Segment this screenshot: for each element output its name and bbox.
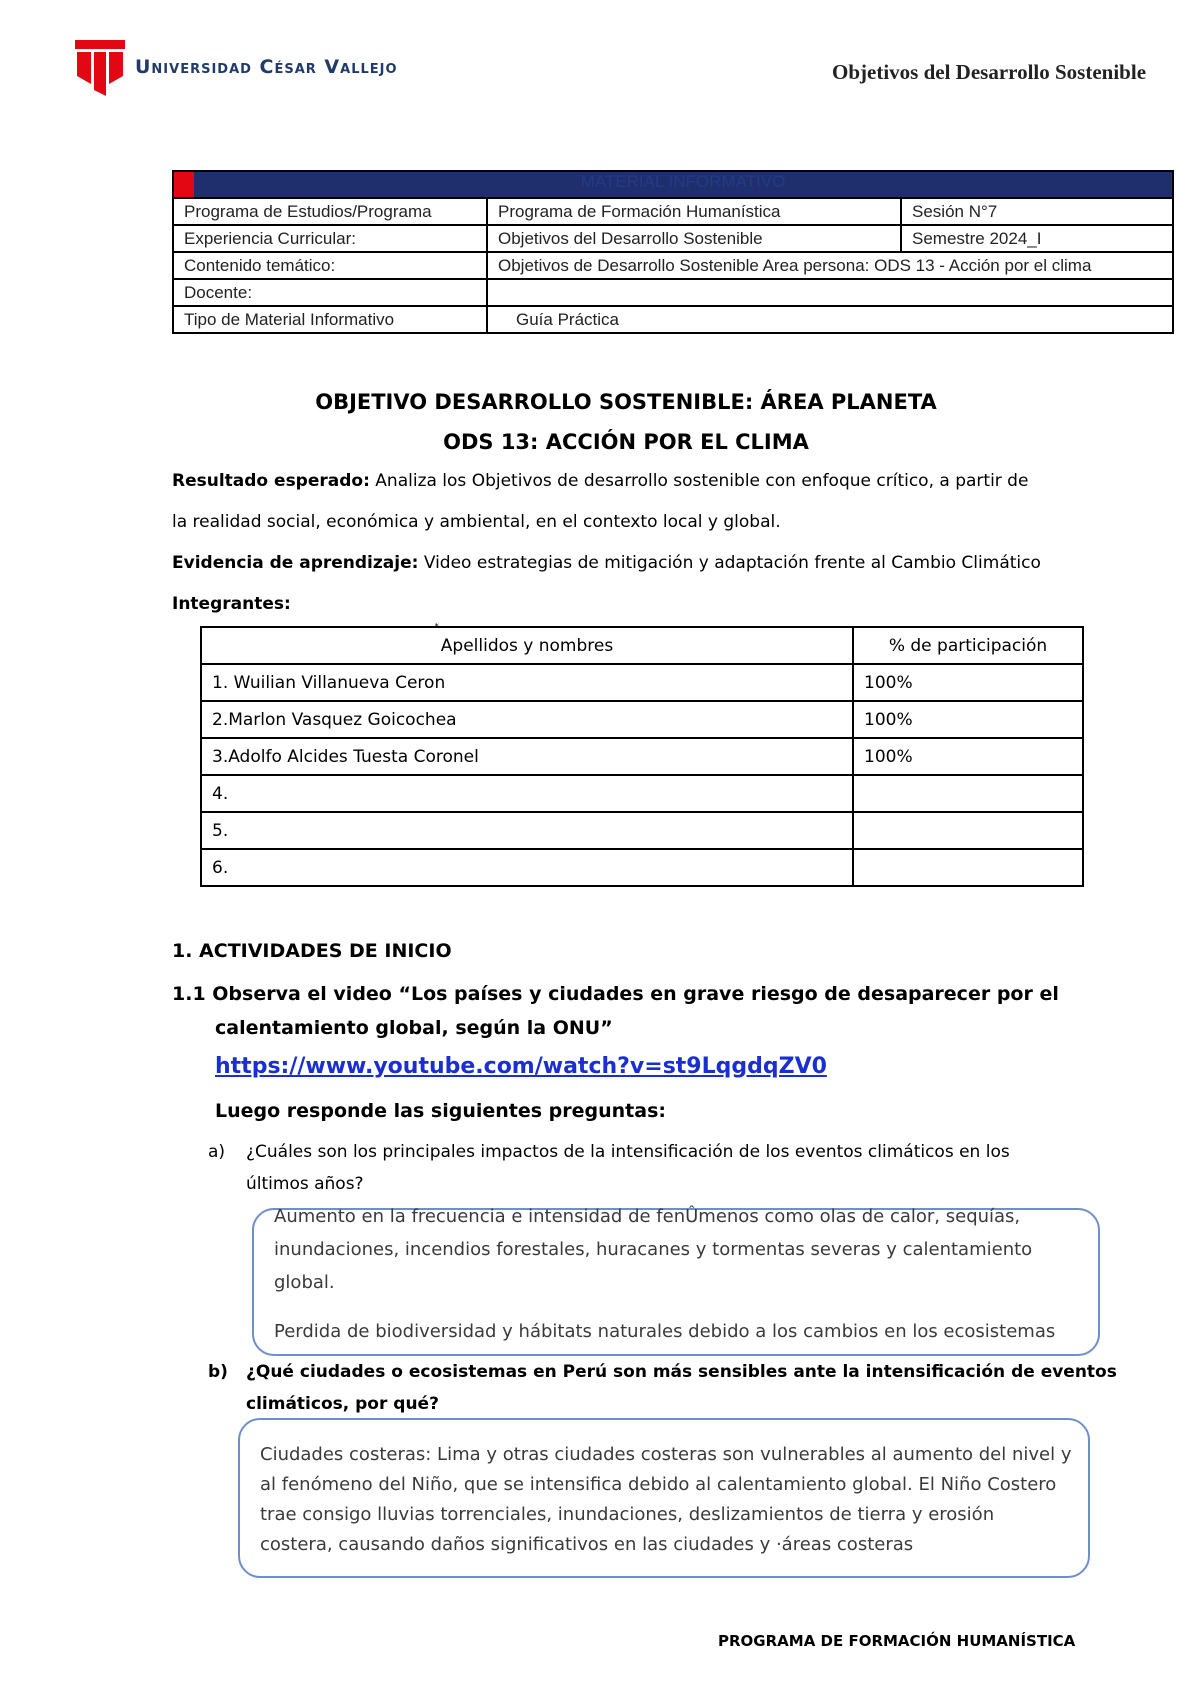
info-value: Objetivos de Desarrollo Sostenible Area persona: ODS 13 - Acción por el clima [487,252,1173,279]
table-row [201,664,1083,701]
info-value: Objetivos del Desarrollo Sostenible [487,225,901,252]
info-value [487,279,1173,306]
resultado-line2: la realidad social, económica y ambiental, en el contexto local y global. [172,512,781,532]
question-a-line1: ¿Cuáles son los principales impactos de la intensificación de los eventos climáticos en los [246,1142,1010,1162]
table-row [201,775,1083,812]
university-name: Universidad César Vallejo [135,56,398,78]
red-marker [174,172,194,197]
members-header-names: * Apellidos y nombres [201,627,853,664]
member-name: 4. [201,775,853,812]
evidencia-label: Evidencia de aprendizaje: [172,553,419,573]
member-name: 3.Adolfo Alcides Tuesta Coronel [201,738,853,775]
corner-mark: * [434,621,439,631]
resultado-text: Analiza los Objetivos de desarrollo sostenible con enfoque crítico, a partir de [375,471,1029,491]
material-info-table [172,170,1174,334]
answer-b-line: al fenómeno del Niño, que se intensifica debido al calentamiento global. El Niño Costero [260,1474,1057,1495]
question-a-marker: a) [208,1142,226,1162]
answer-a-line: global. [274,1272,335,1293]
info-label: Docente: [173,279,487,306]
evidencia-text: Video estrategias de mitigación y adaptación frente al Cambio Climático [423,553,1041,573]
table-row [201,738,1083,775]
header-document-title: Objetivos del Desarrollo Sostenible [832,60,1147,84]
answer-a-line: Perdida de biodiversidad y hábitats naturales debido a los cambios en los ecosistemas [274,1321,1056,1342]
info-session: Sesión N°7 [901,198,1173,225]
university-logo [75,40,125,96]
members-header-participation: % de participación [853,627,1083,664]
answer-b-line: costera, causando daños significativos en las ciudades y ·áreas costeras [260,1534,914,1555]
member-participation [853,812,1083,849]
question-b-marker: b) [208,1362,228,1382]
answer-a-line: inundaciones, incendios forestales, huracanes y tormentas severas y calentamiento [274,1239,1033,1260]
info-label: Contenido temático: [173,252,487,279]
question-a-line2: últimos años? [246,1174,364,1194]
answer-a-line: Aumento en la frecuencia e intensidad de fenÛmenos como olas de calor, sequías, [274,1206,1021,1227]
integrantes-label: Integrantes: [172,594,291,614]
answer-b-line: Ciudades costeras: Lima y otras ciudades costeras son vulnerables al aumento del nivel y [260,1444,1072,1465]
info-label: Experiencia Curricular: [173,225,487,252]
info-value: Guía Práctica [487,306,1173,333]
table-row [201,812,1083,849]
questions-instruction: Luego responde las siguientes preguntas: [215,1100,666,1122]
subtitle: ODS 13: ACCIÓN POR EL CLIMA [443,430,809,454]
answer-b-line: trae consigo lluvias torrenciales, inundaciones, deslizamientos de tierra y erosión [260,1504,995,1525]
evidencia-line [172,553,1041,573]
member-participation: 100% [853,738,1083,775]
resultado-line1 [172,471,1028,491]
member-participation [853,849,1083,886]
member-name: 2.Marlon Vasquez Goicochea [201,701,853,738]
member-participation [853,775,1083,812]
section-title: 1. ACTIVIDADES DE INICIO [172,940,452,962]
info-semester: Semestre 2024_I [901,225,1173,252]
question-b-line2: climáticos, por qué? [246,1394,439,1414]
resultado-label: Resultado esperado: [172,471,370,491]
member-name: 5. [201,812,853,849]
answer-box-a [252,1208,1100,1356]
member-participation: 100% [853,664,1083,701]
member-name: 6. [201,849,853,886]
info-value: Programa de Formación Humanística [487,198,901,225]
question-b-line1: ¿Qué ciudades o ecosistemas en Perú son más sensibles ante la intensificación de eventos [246,1362,1117,1382]
members-table [200,621,1084,887]
table-row [201,701,1083,738]
member-name: 1. Wuilian Villanueva Ceron [201,664,853,701]
member-participation: 100% [853,701,1083,738]
answer-box-b [238,1418,1090,1578]
main-title: OBJETIVO DESARROLLO SOSTENIBLE: ÁREA PLANETA [315,390,937,414]
material-info-heading: MATERIAL INFORMATIVO [173,171,1173,198]
video-instruction-line2: calentamiento global, según la ONU” [215,1017,613,1039]
info-label: Programa de Estudios/Programa [173,198,487,225]
page-footer: PROGRAMA DE FORMACIÓN HUMANÍSTICA [718,1632,1076,1650]
video-link[interactable]: https://www.youtube.com/watch?v=st9LqgdqZV0 [215,1054,827,1079]
info-label: Tipo de Material Informativo [173,306,487,333]
video-instruction-line1: 1.1 Observa el video “Los países y ciudades en grave riesgo de desaparecer por el [172,983,1059,1005]
table-row [201,849,1083,886]
